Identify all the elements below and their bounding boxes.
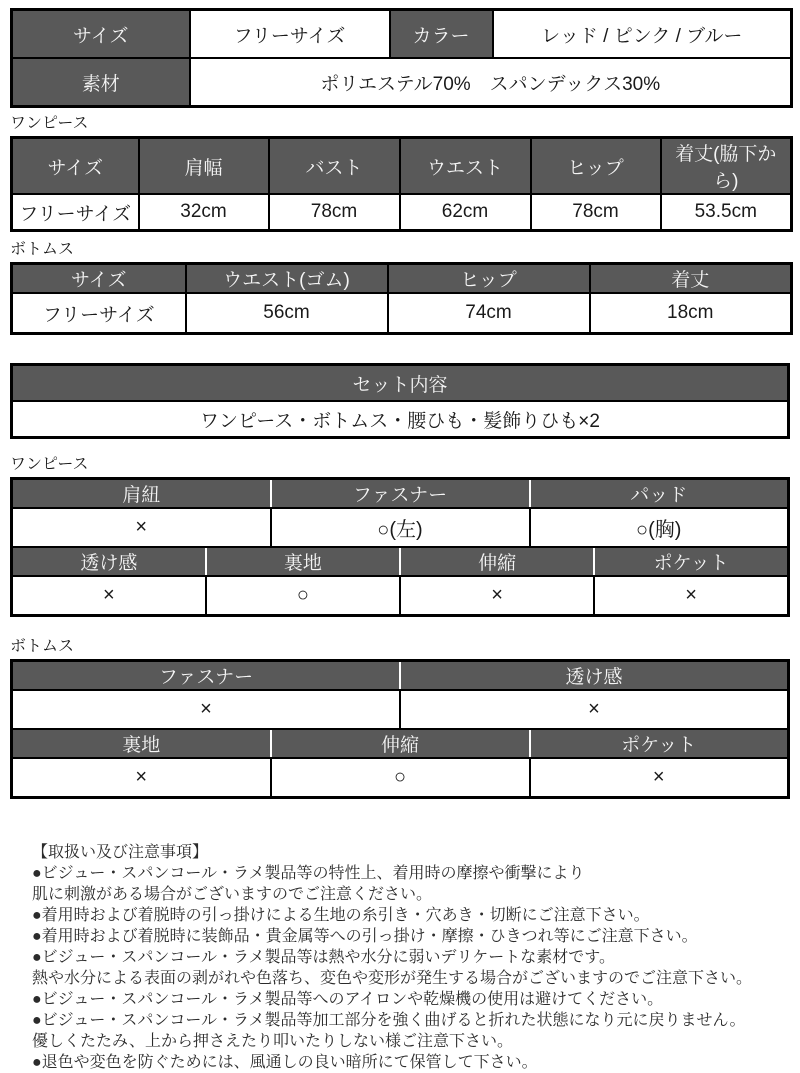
value-cell: 78cm [269,194,400,231]
bottoms-size-header-row [12,264,792,294]
header-cell: 透け感 [400,661,789,691]
value-cell: ○ [206,576,400,616]
care-note-line: ●着用時および着脱時に装飾品・貴金属等への引っ掛け・摩擦・ひきつれ等にご注意下さい。 [32,928,698,945]
set-contents-value-cell: ワンピース・ボトムス・腰ひも・髪飾りひも×2 [12,401,789,438]
header-cell: ヒップ [531,138,661,195]
bottoms-features-value-row-2 [12,758,789,798]
bottoms-size-table [10,262,793,335]
bottoms-features-value-row-1 [12,690,789,729]
value-cell: 53.5cm [661,194,792,231]
value-cell: × [400,690,789,729]
header-cell: ポケット [530,729,789,758]
bottoms-features-table [10,659,790,799]
onepiece-features-value-row-2 [12,576,789,616]
header-cell: サイズ [12,264,186,294]
value-cell: フリーサイズ [12,293,186,334]
size-value-cell: フリーサイズ [190,10,390,59]
value-cell: 74cm [388,293,590,334]
value-cell: × [594,576,788,616]
header-cell: ウエスト(ゴム) [186,264,388,294]
spec-row-size-color [12,10,792,59]
care-note-line: ●ビジュー・スパンコール・ラメ製品等の特性上、着用時の摩擦や衝撃により [32,865,585,882]
onepiece-size-table [10,136,793,232]
value-cell: ○ [271,758,530,798]
size-header-cell: サイズ [12,10,190,59]
bottoms-features-header-row-2 [12,729,789,758]
material-value-cell: ポリエステル70% スパンデックス30% [190,58,792,107]
set-contents-value-row [12,401,789,438]
care-notes-title: 【取扱い及び注意事項】 [32,844,209,861]
care-note-line: 優しくたたみ、上から押さえたり叩いたりしない様ご注意下さい。 [32,1033,513,1050]
value-cell: 32cm [139,194,269,231]
value-cell: × [530,758,789,798]
header-cell: ポケット [594,547,788,576]
header-cell: ウエスト [400,138,531,195]
onepiece-size-section-label: ワンピース [10,115,89,132]
onepiece-size-value-row [12,194,792,231]
bottoms-features-section-label: ボトムス [10,638,75,655]
header-cell: バスト [269,138,400,195]
header-cell: 肩紐 [12,479,271,509]
header-cell: 裏地 [12,729,271,758]
header-cell: 着丈 [590,264,792,294]
header-cell: 伸縮 [400,547,594,576]
bottoms-size-section-label: ボトムス [10,241,75,258]
onepiece-features-header-row-2 [12,547,789,576]
header-cell: 着丈(脇下から) [661,138,792,195]
value-cell: ○(左) [271,508,530,547]
value-cell: × [400,576,594,616]
set-contents-table [10,363,790,439]
value-cell: × [12,758,271,798]
value-cell: 62cm [400,194,531,231]
onepiece-size-header-row [12,138,792,195]
header-cell: ヒップ [388,264,590,294]
value-cell: × [12,690,401,729]
bottoms-features-header-row-1 [12,661,789,691]
onepiece-features-section-label: ワンピース [10,456,89,473]
care-note-line: 熱や水分による表面の剥がれや色落ち、変色や変形が発生する場合がございますのでご注意下さい。 [32,970,753,987]
header-cell: 伸縮 [271,729,530,758]
value-cell: 18cm [590,293,792,334]
header-cell: 透け感 [12,547,206,576]
value-cell: ○(胸) [530,508,789,547]
bottoms-size-value-row [12,293,792,334]
material-header-cell: 素材 [12,58,190,107]
spec-row-material [12,58,792,107]
care-note-line: ●着用時および着脱時の引っ掛けによる生地の糸引き・穴あき・切断にご注意下さい。 [32,907,650,924]
value-cell: 56cm [186,293,388,334]
color-header-cell: カラー [390,10,493,59]
color-value-cell: レッド / ピンク / ブルー [493,10,792,59]
value-cell: 78cm [531,194,661,231]
onepiece-features-value-row-1 [12,508,789,547]
value-cell: フリーサイズ [12,194,139,231]
header-cell: ファスナー [12,661,401,691]
onepiece-features-header-row-1 [12,479,789,509]
care-note-line: ●退色や変色を防ぐためには、風通しの良い暗所にて保管して下さい。 [32,1054,538,1071]
care-note-line: ●ビジュー・スパンコール・ラメ製品等は熱や水分に弱いデリケートな素材です。 [32,949,615,966]
set-contents-header-cell: セット内容 [12,365,789,402]
care-note-line: ●ビジュー・スパンコール・ラメ製品等加工部分を強く曲げると折れた状態になり元に戻りません。 [32,1012,746,1029]
onepiece-features-table [10,477,790,617]
header-cell: 肩幅 [139,138,269,195]
value-cell: × [12,576,206,616]
care-notes [10,842,790,1073]
header-cell: サイズ [12,138,139,195]
header-cell: パッド [530,479,789,509]
spec-table [10,8,793,108]
set-contents-header-row [12,365,789,402]
care-note-line: 肌に刺激がある場合がございますのでご注意ください。 [32,886,433,903]
header-cell: ファスナー [271,479,530,509]
value-cell: × [12,508,271,547]
header-cell: 裏地 [206,547,400,576]
care-note-line: ●ビジュー・スパンコール・ラメ製品等へのアイロンや乾燥機の使用は避けてください。 [32,991,664,1008]
